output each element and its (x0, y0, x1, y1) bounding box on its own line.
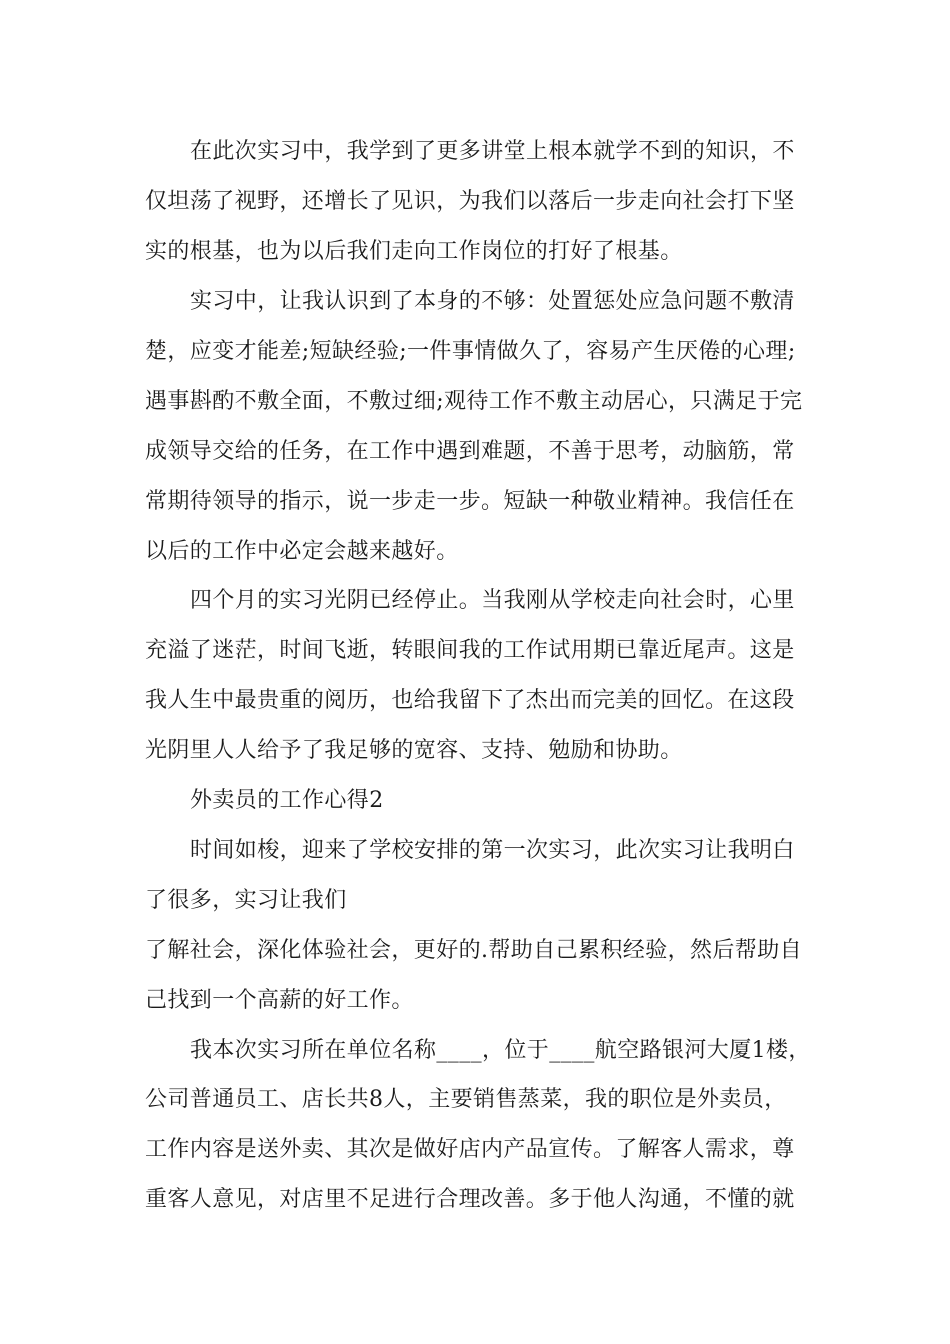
text-line: 己找到一个高薪的好工作。 (145, 988, 414, 1013)
text-line: 工作内容是送外卖、其次是做好店内产品宣传。了解客人需求，尊 (145, 1137, 795, 1162)
text-line: 了解社会，深化体验社会，更好的.帮助自己累积经验，然后帮助自 (145, 938, 802, 963)
text-line: 楚，应变才能差;短缺经验;一件事情做久了，容易产生厌倦的心理; (145, 339, 796, 364)
text-line: 我本次实习所在单位名称____，位于____航空路银河大厦1楼， (190, 1038, 811, 1063)
text-line: 了很多，实习让我们 (145, 888, 347, 913)
text-line: 遇事斟酌不敷全面，不敷过细;观待工作不敷主动居心，只满足于完 (145, 389, 803, 414)
section-heading: 外卖员的工作心得2 (190, 788, 384, 813)
text-line: 时间如梭，迎来了学校安排的第一次实习，此次实习让我明白 (190, 838, 795, 863)
text-line: 在此次实习中，我学到了更多讲堂上根本就学不到的知识，不 (190, 139, 795, 164)
text-line: 以后的工作中必定会越来越好。 (145, 539, 459, 564)
text-line: 实习中，让我认识到了本身的不够：处置惩处应急问题不敷清 (190, 289, 795, 314)
text-line: 仅坦荡了视野，还增长了见识，为我们以落后一步走向社会打下坚 (145, 189, 795, 214)
text-line: 常期待领导的指示，说一步走一步。短缺一种敬业精神。我信任在 (145, 489, 795, 514)
text-line: 我人生中最贵重的阅历，也给我留下了杰出而完美的回忆。在这段 (145, 688, 795, 713)
text-line: 实的根基，也为以后我们走向工作岗位的打好了根基。 (145, 239, 683, 264)
text-line: 四个月的实习光阴已经停止。当我刚从学校走向社会时，心里 (190, 588, 795, 613)
text-line: 充溢了迷茫，时间飞逝，转眼间我的工作试用期已靠近尾声。这是 (145, 638, 795, 663)
text-line: 成领导交给的任务，在工作中遇到难题，不善于思考，动脑筋，常 (145, 439, 795, 464)
text-line: 公司普通员工、店长共8人，主要销售蒸菜，我的职位是外卖员， (145, 1087, 787, 1112)
text-line: 光阴里人人给予了我足够的宽容、支持、勉励和协助。 (145, 738, 683, 763)
text-line: 重客人意见，对店里不足进行合理改善。多于他人沟通，不懂的就 (145, 1187, 795, 1212)
